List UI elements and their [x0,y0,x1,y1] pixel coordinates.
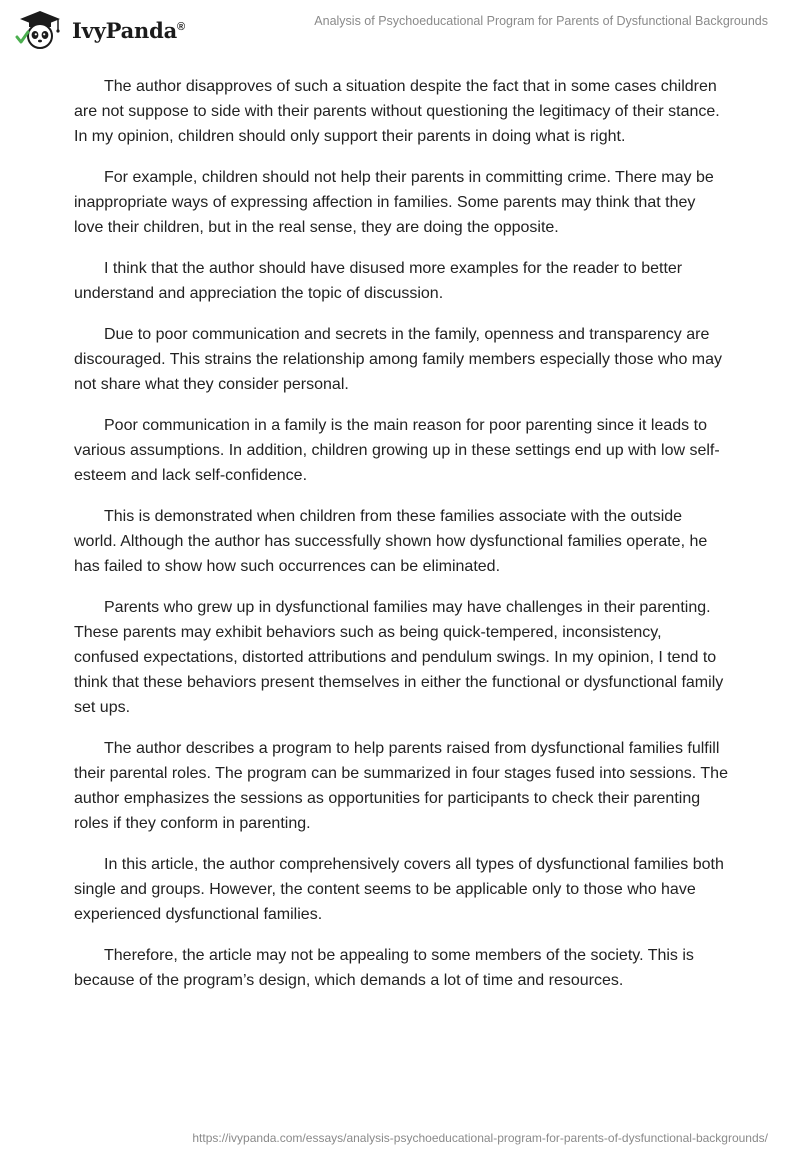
brand-name: IvyPanda® [72,17,185,43]
paragraph: This is demonstrated when children from these families associate with the outside world. Although the author has successfully shown how dysfunctional families operate, he has failed to show how such occurrences can be eliminated. [74,508,708,575]
page-header [0,0,800,60]
source-url[interactable]: https://ivypanda.com/essays/analysis-psychoeducational-program-for-parents-of-dysfunctional-backgrounds/ [192,1131,768,1145]
paragraph: For example, children should not help their parents in committing crime. There may be inappropriate ways of expressing affection in families. Some parents may think that they love their children, but in the real sense, they are doing the opposite. [74,169,714,236]
paragraph: Due to poor communication and secrets in the family, openness and transparency are discouraged. This strains the relationship among family members especially those who may not share what they consider personal. [74,326,723,393]
paragraph: I think that the author should have disused more examples for the reader to better understand and appreciation the topic of discussion. [74,260,683,302]
paragraph: The author describes a program to help parents raised from dysfunctional families fulfill their parental roles. The program can be summarized in four stages fused into sessions. The author emphasizes the sessions as opportunities for participants to check their parenting roles if they conform in parenting. [74,740,728,832]
paragraph: Therefore, the article may not be appealing to some members of the society. This is because of the program’s design, which demands a lot of time and resources. [74,947,694,989]
article-body [74,74,728,1009]
paragraph: Poor communication in a family is the main reason for poor parenting since it leads to various assumptions. In addition, children growing up in these settings end up with low self-esteem and lack self-confidence. [74,417,720,484]
ivypanda-logo[interactable] [14,10,185,50]
paragraph: In this article, the author comprehensively covers all types of dysfunctional families both single and groups. However, the content seems to be applicable only to those who have experienced dysfunctional families. [74,856,724,923]
paragraph: The author disapproves of such a situation despite the fact that in some cases children are not suppose to side with their parents without questioning the legitimacy of their stance. In my opinion, children should only support their parents in doing what is right. [74,78,720,145]
registered-mark: ® [177,20,185,33]
document-title: Analysis of Psychoeducational Program for Parents of Dysfunctional Backgrounds [314,14,768,28]
paragraph: Parents who grew up in dysfunctional families may have challenges in their parenting. These parents may exhibit behaviors such as being quick-tempered, inconsistency, confused expectations, distorted attributions and pendulum swings. In my opinion, I tend to think that these behaviors present themselves in either the functional or dysfunctional family set ups. [74,599,724,716]
panda-graduate-icon [14,10,66,50]
